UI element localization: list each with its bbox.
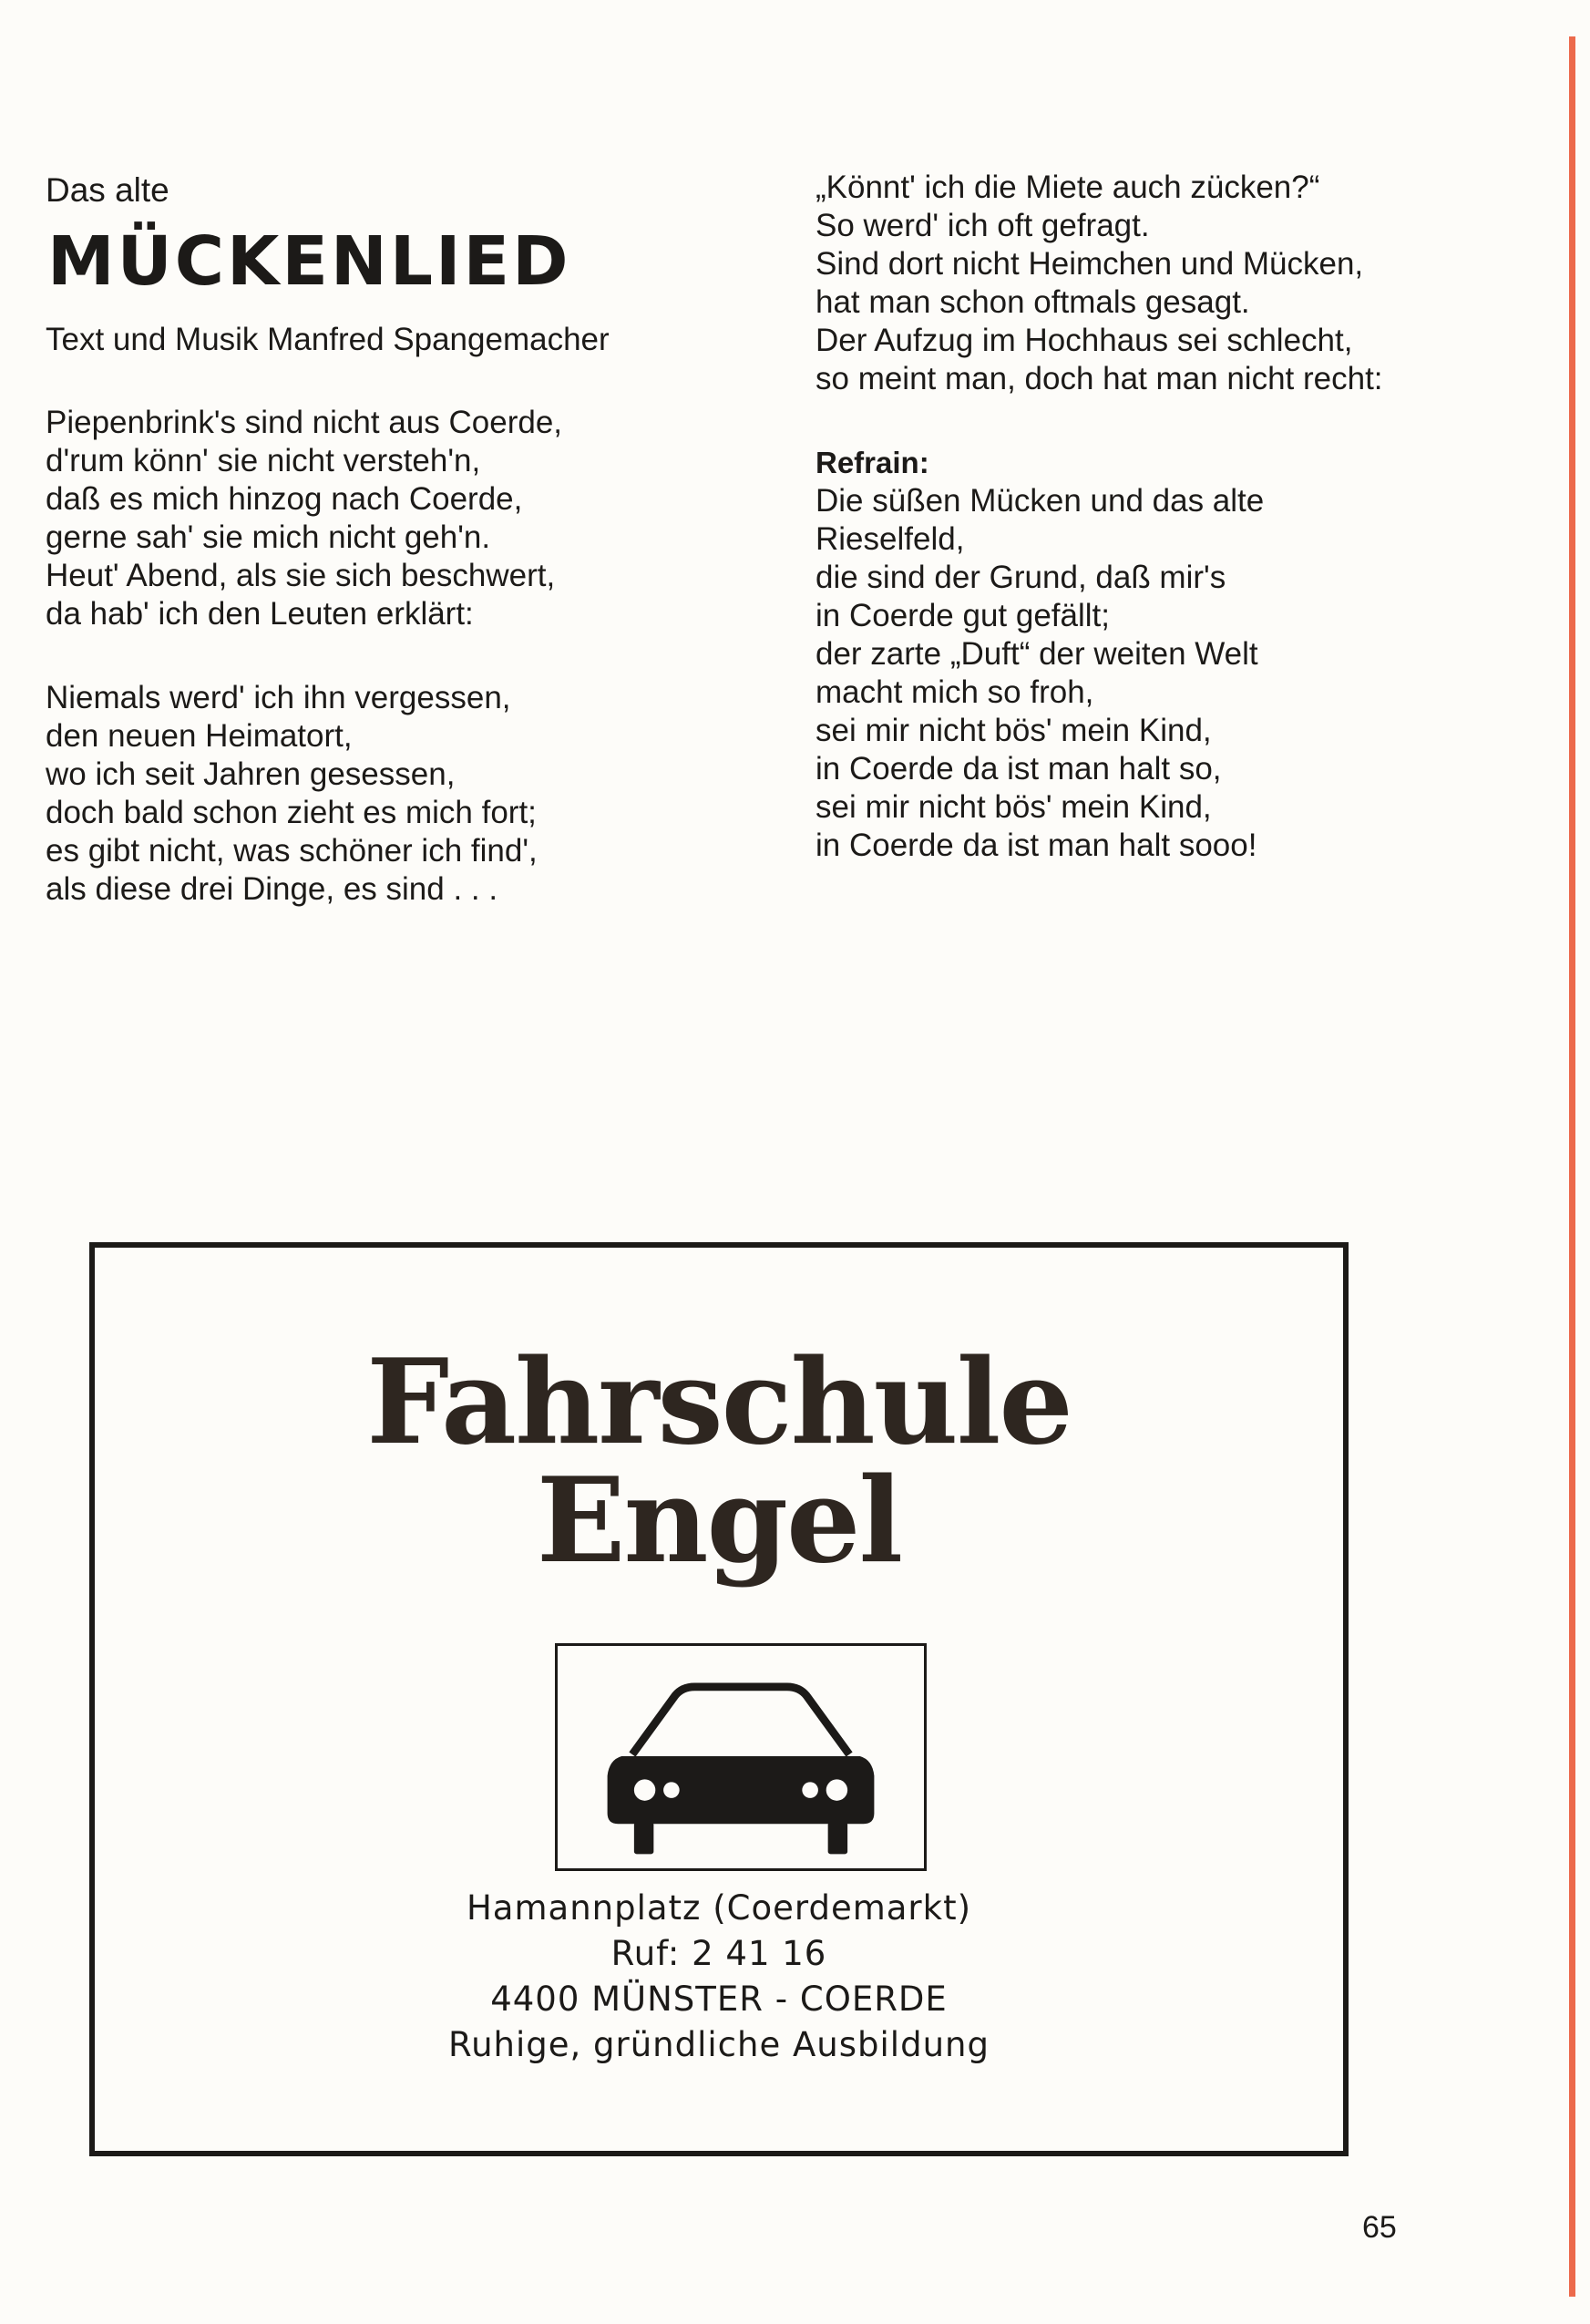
song-left-column: [46, 169, 774, 954]
ad-name: [95, 1334, 1343, 1589]
song-title: MÜCKENLIED: [47, 222, 571, 301]
car-icon: [558, 1646, 924, 1868]
verse-line: d'rum könn' sie nicht versteh'n,: [46, 443, 481, 478]
refrain-line: der zarte „Duft“ der weiten Welt: [816, 636, 1258, 672]
stanza-1: [46, 404, 774, 633]
verse-line: als diese drei Dinge, es sind . . .: [46, 871, 498, 907]
verse-line: da hab' ich den Leuten erklärt:: [46, 596, 474, 632]
verse-line: wo ich seit Jahren gesessen,: [46, 756, 456, 792]
refrain-line: die sind der Grund, daß mir's: [816, 560, 1226, 595]
stanza-3: [816, 169, 1563, 398]
ad-address: Hamannplatz (Coerdemarkt): [466, 1888, 972, 1928]
verse-line: Der Aufzug im Hochhaus sei schlecht,: [816, 323, 1353, 358]
refrain-line: sei mir nicht bös' mein Kind,: [816, 713, 1212, 748]
verse-line: doch bald schon zieht es mich fort;: [46, 795, 537, 830]
verse-line: so meint man, doch hat man nicht recht:: [816, 361, 1383, 396]
ad-contact-info: [95, 1886, 1343, 2068]
car-icon-frame: [555, 1643, 927, 1871]
verse-line: daß es mich hinzog nach Coerde,: [46, 481, 523, 517]
page-edge-stripe: [1569, 36, 1575, 2297]
verse-line: „Könnt' ich die Miete auch zücken?“: [816, 170, 1320, 205]
refrain-label: Refrain:: [816, 446, 929, 479]
verse-line: hat man schon oftmals gesagt.: [816, 284, 1250, 320]
refrain-line: in Coerde da ist man halt sooo!: [816, 828, 1257, 863]
ad-city: 4400 MÜNSTER - COERDE: [490, 1980, 948, 2019]
ad-name-line-2: Engel: [536, 1453, 902, 1589]
refrain: [816, 444, 1563, 865]
verse-line: Niemals werd' ich ihn vergessen,: [46, 680, 511, 715]
ad-slogan: Ruhige, gründliche Ausbildung: [448, 2025, 990, 2064]
refrain-line: sei mir nicht bös' mein Kind,: [816, 789, 1212, 825]
verse-line: So werd' ich oft gefragt.: [816, 208, 1150, 243]
song-credits: Text und Musik Manfred Spangemacher: [46, 322, 610, 357]
stanza-2: [46, 679, 774, 909]
refrain-line: in Coerde da ist man halt so,: [816, 751, 1222, 787]
refrain-line: Die süßen Mücken und das alte: [816, 483, 1265, 519]
ad-phone: Ruf: 2 41 16: [610, 1934, 827, 1973]
verse-line: Piepenbrink's sind nicht aus Coerde,: [46, 405, 563, 440]
verse-line: es gibt nicht, was schöner ich find',: [46, 833, 538, 869]
driving-school-ad: [89, 1242, 1349, 2156]
song-right-column: [816, 169, 1563, 910]
verse-line: gerne sah' sie mich nicht geh'n.: [46, 519, 491, 555]
refrain-line: in Coerde gut gefällt;: [816, 598, 1110, 633]
verse-line: Heut' Abend, als sie sich beschwert,: [46, 558, 556, 593]
verse-line: den neuen Heimatort,: [46, 718, 353, 754]
refrain-line: Rieselfeld,: [816, 521, 965, 557]
refrain-line: macht mich so froh,: [816, 674, 1094, 710]
ad-name-line-1: Fahrschule: [366, 1334, 1072, 1471]
song-subtitle: Das alte: [46, 171, 169, 209]
verse-line: Sind dort nicht Heimchen und Mücken,: [816, 246, 1364, 282]
page-number: 65: [1362, 2210, 1397, 2245]
